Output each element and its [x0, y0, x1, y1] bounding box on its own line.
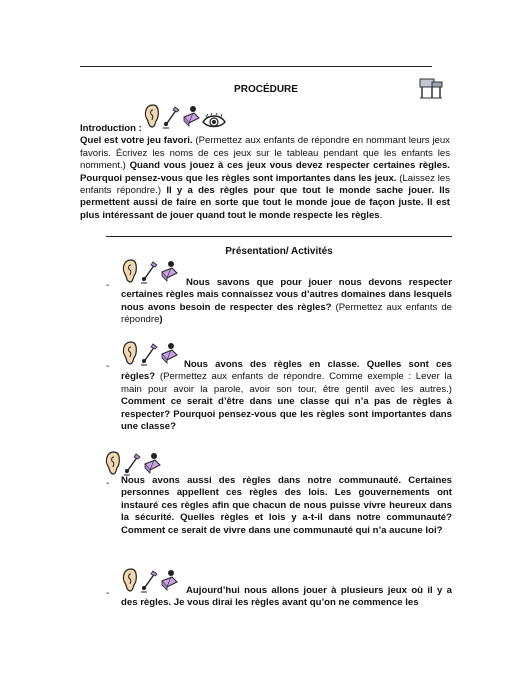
bold-text: Quand vous jouez à ces jeux vous devez respecter certaines règles. Pourquoi pensez-vous que les règles sont importantes dans les jeux. — [80, 160, 450, 184]
bold-text: Nous avons aussi des règles dans notre communauté. Certaines personnes appellent ces règles des lois. Les gouvernements ont instauré ces règles afin que chacun de nous puisse vivre heureux dans la sécurité. Quelles règles et lois y a-t-il dans notre communauté? Comment ce serait de vivre dans une communauté qui n’a aucune loi? — [121, 475, 452, 536]
bold-text: Nous savons que pour jouer nous devons respecter certaines règles mais connaissez vous d’autres domaines dans lesquels nous avons besoin de respecter des règles? — [121, 277, 452, 313]
top-rule — [80, 66, 432, 67]
bold-text: Aujourd’hui nous allons jouer à plusieurs jeux où il y a des règles. Je vous dirai les règles avant qu’on ne commence les — [121, 585, 452, 609]
ear-icon — [104, 450, 122, 476]
pencil-icon — [123, 452, 141, 476]
item-3-bullet: - — [106, 478, 110, 489]
bold-text: Comment ce serait d’être dans une classe qui n’a pas de règles à respecter? Pourquoi pensez-vous que les règles sont importantes dans une classe? — [121, 396, 452, 433]
intro-label: Introduction : — [80, 123, 142, 134]
item-3-text — [121, 475, 452, 537]
bold-text: Il y a des règles pour que tout le monde sache jouer. Ils permettent aussi de faire en sorte que tout le monde joue de façon juste. Il est plus intéressant de jouer quand tout le monde respecte les règles — [80, 185, 450, 221]
plain-text: (Laissez les enfants répondre.) — [80, 172, 450, 197]
bold-text: Quel est votre jeu favori. — [80, 135, 193, 147]
section-title: Présentation/ Activités — [225, 246, 333, 257]
intro-text — [80, 135, 450, 220]
intro-paragraph — [80, 123, 450, 222]
plain-text: . — [379, 209, 383, 221]
page-title: PROCÉDURE — [234, 84, 298, 95]
section-rule — [106, 236, 452, 237]
item-2-bullet: - — [106, 361, 110, 372]
plain-text: (Permettez aux enfants de répondre en nommant leurs jeux favoris. Écrivez les noms de ces jeux sur le tableau pendant que les enfants les nomment.) — [80, 135, 450, 172]
item-4-text — [121, 585, 452, 610]
hands-icon — [142, 452, 162, 476]
item-3-icons — [104, 450, 162, 476]
item-1-text — [121, 277, 452, 327]
plain-text: (Permettez aux enfants de répondre — [121, 301, 452, 326]
item-2-text — [121, 359, 452, 433]
plain-text: (Permettez aux enfants de répondre. Comme exemple : Lever la main pour avoir la parole, avoir son tour, être gentil avec les autres.) — [121, 371, 452, 395]
item-4-bullet: - — [106, 588, 110, 599]
bold-text: Nous avons des règles en classe. Quelles sont ces règles? — [121, 359, 452, 383]
item-1-bullet: - — [106, 280, 110, 291]
bold-text: ) — [159, 314, 163, 326]
